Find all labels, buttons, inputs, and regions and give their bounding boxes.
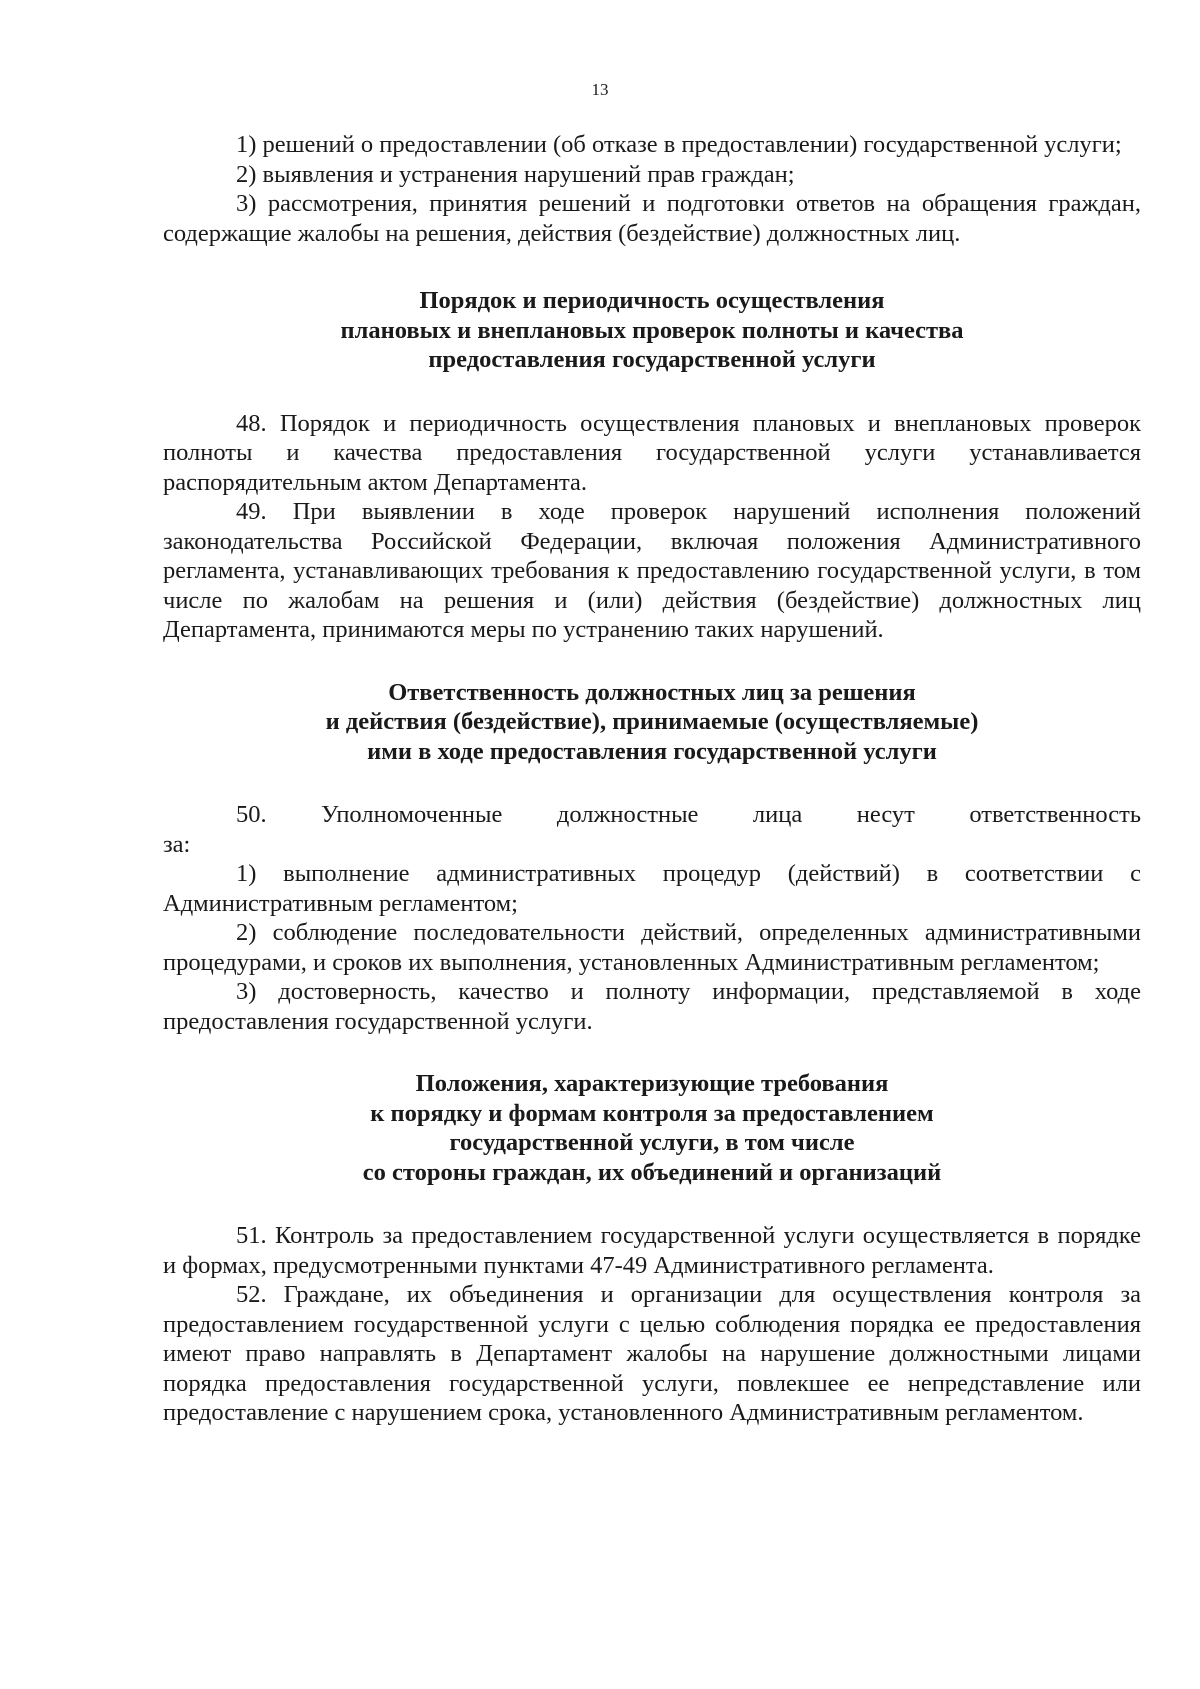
heading-line: предоставления государственной услуги [428,346,876,373]
heading-line: Ответственность должностных лиц за решения [388,678,916,706]
heading-line: плановых и внеплановых проверок полноты и качества [340,316,964,344]
paragraph-49: 49. При выявлении в ходе проверок нарушений исполнения положений законодательства Российской Федерации, включая положения Административного регламента, устанавливающих требования к предоставлению государственной услуги, в том числе по жалобам на решения и (или) действия (бездействие) должностных лиц Департамента, принимаются меры по устранению таких нарушений. [163,498,1141,643]
heading-line: ими в ходе предоставления государственной услуги [367,737,937,765]
paragraph-50-line-2: за: [163,830,191,858]
paragraph-50-line-1: 50. Уполномоченные должностные лица несут ответственность [236,801,1141,828]
responsibility-item-3: 3) достоверность, качество и полноту информации, представляемой в ходе предоставления государственной услуги. [163,978,1141,1035]
page-content [163,130,1141,1428]
heading-line: со стороны граждан, их объединений и организаций [362,1158,942,1186]
heading-line: и действия (бездействие), принимаемые (осуществляемые) [325,708,979,735]
responsibility-item-2: 2) соблюдение последовательности действий, определенных административными процедурами, и сроков их выполнения, установленных Административным регламентом; [163,919,1141,976]
paragraph-51: 51. Контроль за предоставлением государственной услуги осуществляется в порядке и формах, предусмотренными пунктами 47-49 Административного регламента. [163,1222,1141,1279]
intro-item-3: 3) рассмотрения, принятия решений и подготовки ответов на обращения граждан, содержащие жалобы на решения, действия (бездействие) должностных лиц. [163,190,1141,247]
intro-item-2: 2) выявления и устранения нарушений прав граждан; [236,160,795,188]
heading-line: Положения, характеризующие требования [415,1070,889,1097]
section-heading-control-requirements [163,1069,1141,1187]
paragraph-52: 52. Граждане, их объединения и организации для осуществления контроля за предоставлением государственной услуги с целью соблюдения порядка ее предоставления имеют право направлять в Департамент жалобы на нарушение должностными лицами порядка предоставления государственной услуги, повлекшее ее непредставление или предоставление с нарушением срока, установленного Административным регламентом. [163,1281,1141,1426]
heading-line: к порядку и формам контроля за предоставлением [370,1099,934,1127]
section-heading-responsibility [163,678,1141,767]
heading-line: государственной услуги, в том числе [449,1129,855,1156]
paragraph-48: 48. Порядок и периодичность осуществления плановых и внеплановых проверок полноты и качества предоставления государственной услуги устанавливается распорядительным актом Департамента. [163,409,1141,496]
section-heading-inspections [163,286,1141,375]
intro-item-1: 1) решений о предоставлении (об отказе в предоставлении) государственной услуги; [236,131,1122,158]
heading-line: Порядок и периодичность осуществления [419,287,885,314]
page-number: 13 [591,80,609,99]
responsibility-item-1: 1) выполнение административных процедур (действий) в соответствии с Административным регламентом; [163,860,1141,917]
